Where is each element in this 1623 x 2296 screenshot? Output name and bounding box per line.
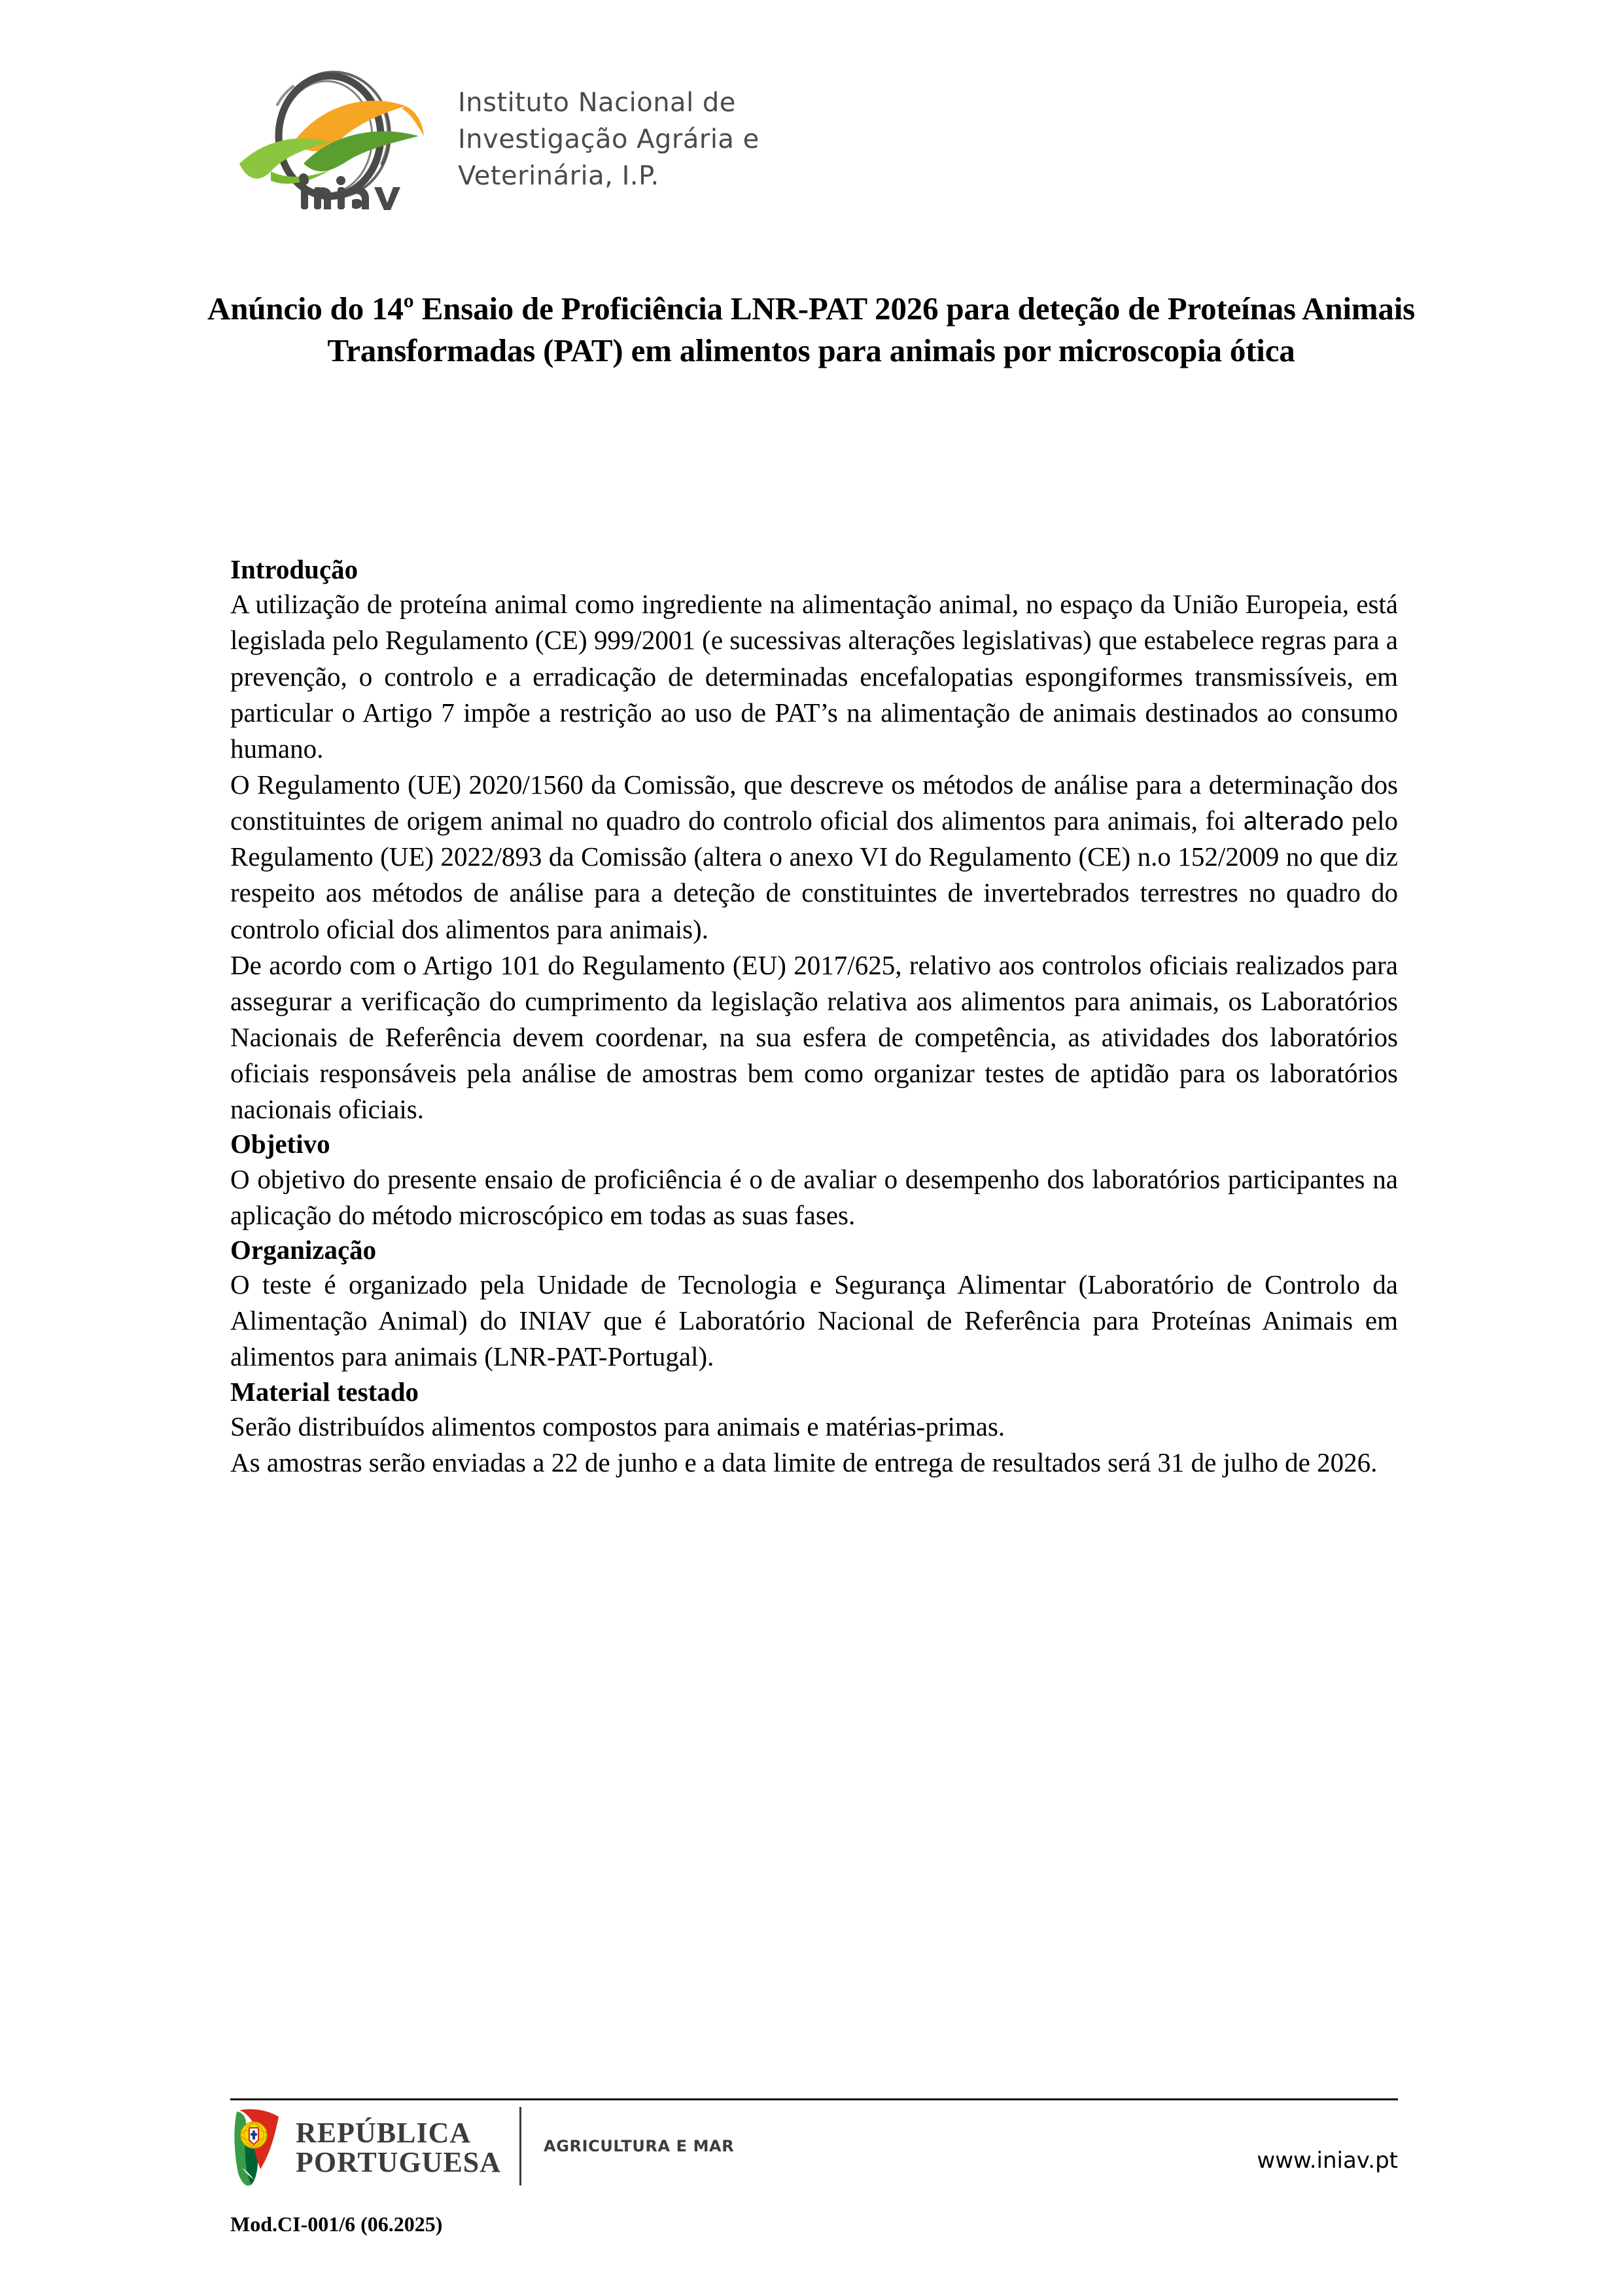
website-link[interactable]: www.iniav.pt xyxy=(1257,2147,1398,2174)
logo-line-2: Investigação Agrária e xyxy=(458,124,759,154)
heading-introducao: Introdução xyxy=(230,554,358,584)
page-footer xyxy=(230,2098,1398,2192)
republica-portuguesa-text xyxy=(296,2119,501,2178)
paragraph-material-2: As amostras serão enviadas a 22 de junho e a data limite de entrega de resultados será 31 de julho de 2026. xyxy=(230,1447,1378,1477)
portugal-flag-icon xyxy=(230,2108,287,2189)
iniav-logo-wordmark xyxy=(458,89,759,190)
paragraph-introducao-2-emphasis: alterado xyxy=(1243,807,1344,836)
paragraph-introducao-2-part1: O Regulamento (UE) 2020/1560 da Comissão, que descreve os métodos de análise para a determinação dos constituintes de origem animal no quadro do controlo oficial dos alimentos para animais, foi xyxy=(230,769,1398,836)
paragraph-introducao-2-part2: pelo Regulamento (UE) 2022/893 da Comissão (altera o anexo VI do Regulamento (CE) n.o 152/2009 no que diz respeito aos métodos de análise para a deteção de constituintes de invertebrados terrestres no quadro do controlo oficial dos alimentos para animais). xyxy=(230,805,1398,944)
paragraph-introducao-3: De acordo com o Artigo 101 do Regulamento (EU) 2017/625, relativo aos controlos oficiais realizados para assegurar a verificação do cumprimento da legislação relativa aos alimentos para animais, os Laboratórios Nacionais de Referência devem coordenar, na sua esfera de competência, as atividades dos laboratórios oficiais responsáveis pela análise de amostras bem como organizar testes de aptidão para os laboratórios nacionais oficiais. xyxy=(230,949,1398,1125)
portuguesa-line: PORTUGUESA xyxy=(296,2146,502,2178)
heading-objetivo: Objetivo xyxy=(230,1129,330,1159)
paragraph-introducao-1: A utilização de proteína animal como ingrediente na alimentação animal, no espaço da União Europeia, está legislada pelo Regulamento (CE) 999/2001 (e sucessivas alterações legislativas) que estabelece regras para a prevenção, o controlo e a erradicação de determinadas encefalopatias espongiformes transmissíveis, em particular o Artigo 7 impõe a restrição ao uso de PAT’s na alimentação de animais destinados ao consumo humano. xyxy=(230,589,1398,764)
heading-organizacao: Organização xyxy=(230,1234,377,1265)
logo-line-1: Instituto Nacional de xyxy=(458,87,736,118)
paragraph-organizacao-1: O teste é organizado pela Unidade de Tecnologia e Segurança Alimentar (Laboratório de Controlo da Alimentação Animal) do INIAV que é Laboratório Nacional de Referência para Proteínas Animais em alimentos para animais (LNR-PAT-Portugal). xyxy=(230,1269,1398,1372)
document-mod-code: Mod.CI-001/6 (06.2025) xyxy=(230,2212,443,2236)
logo-line-3: Veterinária, I.P. xyxy=(458,160,659,191)
republica-portuguesa-logo xyxy=(230,2108,501,2189)
paragraph-material-1: Serão distribuídos alimentos compostos para animais e matérias-primas. xyxy=(230,1411,1005,1441)
paragraph-objetivo-1: O objetivo do presente ensaio de proficiência é o de avaliar o desempenho dos laboratórios participantes na aplicação do método microscópico em todas as suas fases. xyxy=(230,1163,1398,1230)
iniav-logo xyxy=(230,62,806,216)
ministry-label: AGRICULTURA E MAR xyxy=(544,2137,735,2155)
footer-row xyxy=(230,2100,1398,2192)
heading-material-testado: Material testado xyxy=(230,1376,419,1407)
document-body xyxy=(230,553,1398,1481)
republica-line: REPÚBLICA xyxy=(296,2117,472,2149)
iniav-logo-mark-icon xyxy=(230,65,446,213)
footer-logo-divider xyxy=(519,2107,521,2185)
paragraph-introducao-2 xyxy=(230,767,1398,947)
page-title: Anúncio do 14º Ensaio de Proficiência LNR-PAT 2026 para deteção de Proteínas Animais Transformadas (PAT) em alimentos para animais por microscopia ótica xyxy=(207,291,1415,368)
